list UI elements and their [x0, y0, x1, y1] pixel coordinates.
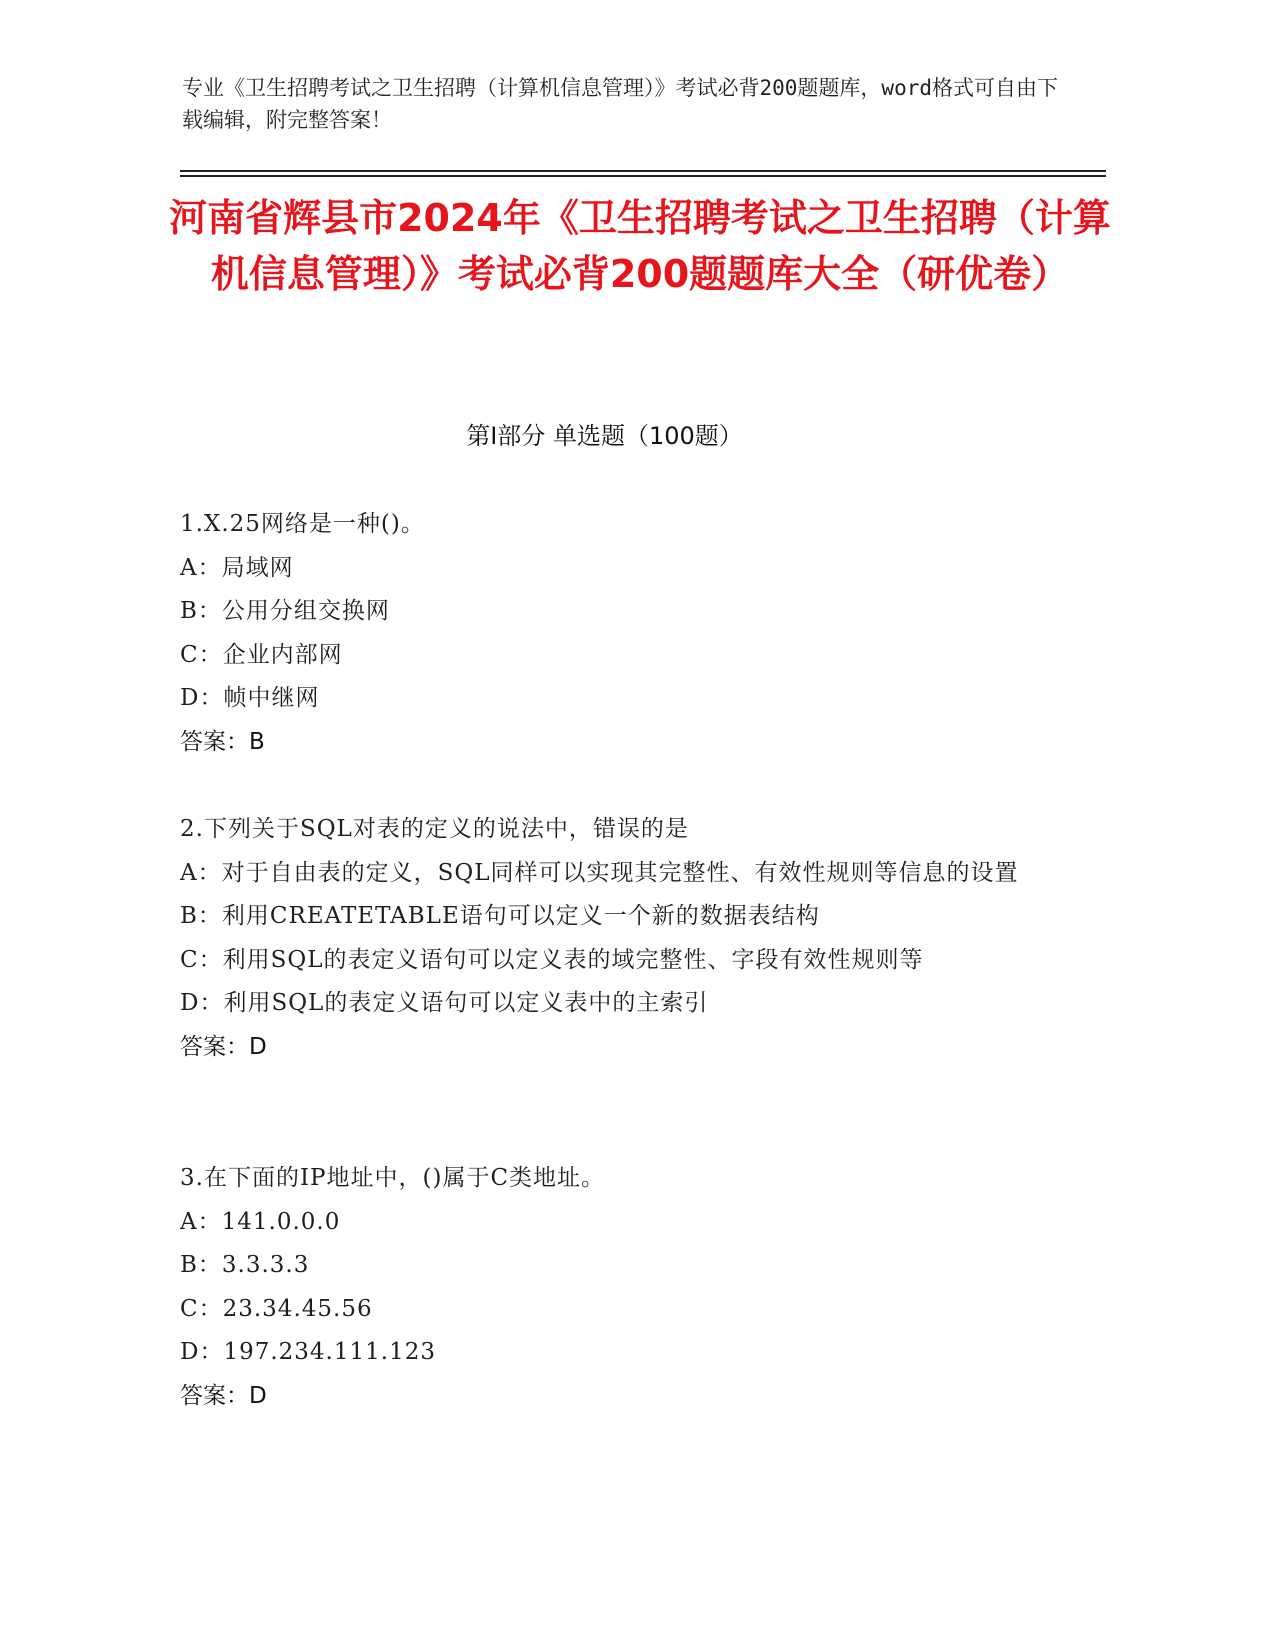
- question-stem: 2.下列关于SQL对表的定义的说法中，错误的是: [180, 816, 689, 842]
- option-c: C：利用SQL的表定义语句可以定义表的域完整性、字段有效性规则等: [180, 946, 924, 973]
- option-b: B：3.3.3.3: [180, 1252, 310, 1278]
- question-2: [180, 808, 1030, 1069]
- section-title: 第Ⅰ部分 单选题（100题）: [466, 422, 743, 450]
- answer: 答案：D: [180, 1382, 267, 1409]
- option-a: A：141.0.0.0: [180, 1208, 341, 1235]
- option-c: C：企业内部网: [180, 641, 343, 668]
- option-a: A：对于自由表的定义，SQL同样可以实现其完整性、有效性规则等信息的设置: [180, 859, 1019, 886]
- option-b: B：公用分组交换网: [180, 598, 390, 624]
- question-stem: 1.X.25网络是一种()。: [180, 511, 425, 537]
- option-c: C：23.34.45.56: [180, 1295, 373, 1322]
- header-note: 专业《卫生招聘考试之卫生招聘（计算机信息管理）》考试必背200题题库，word格式可自由下载编辑，附完整答案！: [182, 76, 1058, 132]
- header-rule-bottom: [180, 175, 1106, 177]
- answer: 答案：B: [180, 728, 265, 755]
- question-stem: 3.在下面的IP地址中，()属于C类地址。: [180, 1165, 606, 1191]
- option-d: D：197.234.111.123: [180, 1339, 436, 1365]
- header-rule-top: [180, 170, 1106, 172]
- option-b: B：利用CREATETABLE语句可以定义一个新的数据表结构: [180, 903, 820, 929]
- question-1: [180, 503, 1030, 764]
- option-d: D：帧中继网: [180, 685, 320, 711]
- answer: 答案：D: [180, 1033, 267, 1060]
- question-3: [180, 1157, 1030, 1418]
- option-a: A：局域网: [180, 554, 294, 581]
- option-d: D：利用SQL的表定义语句可以定义表中的主索引: [180, 990, 709, 1016]
- document-title: 河南省辉县市2024年《卫生招聘考试之卫生招聘（计算机信息管理）》考试必背200题题库大全（研优卷）: [169, 196, 1111, 296]
